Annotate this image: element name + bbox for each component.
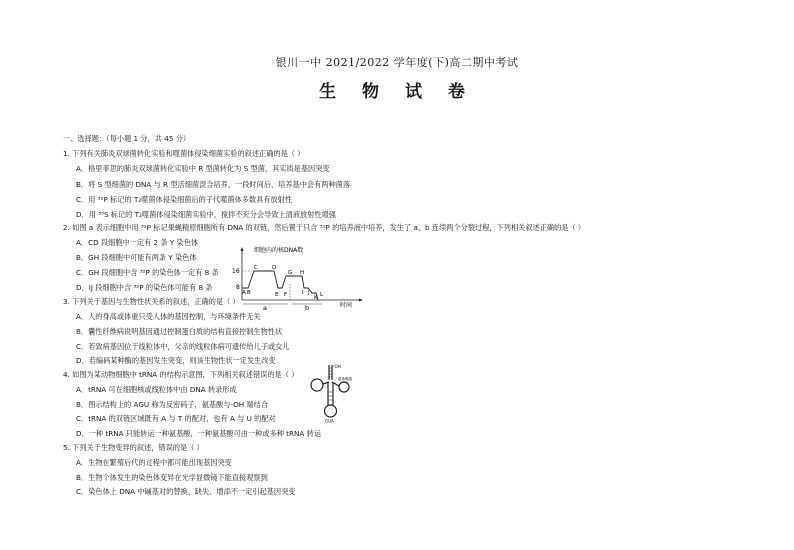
chart-label-k: K	[314, 295, 318, 301]
trna-label-amino-end: 氨基酸端	[338, 377, 352, 381]
question-1-stem: 1. 下列有关肺炎双球菌转化实验和噬菌体侵染细菌实验的叙述正确的是（ ）	[63, 149, 305, 158]
question-3-option-d: D．若编码某种酶的基因发生突变，则该生物性状一定发生改变	[76, 356, 276, 365]
question-5-option-b: B．生物个体发生的染色体变异在光学显微镜下能直接观察到	[76, 473, 268, 482]
question-5-stem: 5. 下列关于生物变异的叙述，错误的是（ ）	[63, 443, 204, 452]
question-5-option-a: A．生物在繁殖后代的过程中都可能出现基因突变	[76, 458, 232, 467]
chart-label-e: E	[275, 292, 279, 298]
question-2-stem: 2. 如图 a 表示细胞中用 ³²P 标记果蝇精原细胞所有 DNA 的双链，然后置于只含 ³¹P 的培养液中培养，发生了 a、b 连续两个分裂过程，下列相关叙述正确的是（ ）	[63, 223, 586, 232]
question-4-option-d: D．一种 tRNA 只能转运一种氨基酸，一种氨基酸可由一种或多种 tRNA 转运	[76, 429, 321, 438]
trna-structure-figure	[308, 362, 354, 424]
chart-label-h: H	[300, 270, 305, 276]
question-4-option-a: A．tRNA 可在细胞核或线粒体中由 DNA 转录形成	[76, 385, 237, 394]
chart-x-title: 时间	[340, 302, 353, 309]
chart-phase-b: b	[305, 304, 310, 312]
question-3-option-b: B．囊性纤维病说明基因通过控制蛋白质的结构直接控制生物性状	[76, 327, 283, 336]
question-2-option-b: B．GH 段细胞中可能有两条 Y 染色体	[76, 253, 197, 262]
section-heading: 一、选择题：（每小题 1 分，共 45 分）	[63, 134, 191, 143]
trna-anticodon-loop	[325, 405, 337, 417]
question-1-option-b: B．将 S 型细菌的 DNA 与 R 型活细菌混合培养，一段时间后，培养基中会有两种菌落	[76, 180, 351, 189]
trna-left-loop	[311, 379, 323, 391]
question-4-option-c: C．tRNA 的双链区域既有 A 与 T 的配对，也有 A 与 U 的配对	[76, 414, 276, 423]
chart-phase-a: a	[263, 304, 267, 312]
question-3-option-a: A．人的身高或体重只受人体的基因控制，与环境条件无关	[76, 312, 261, 321]
question-2-option-c: C．GH 段细胞中含 ³²P 的染色体一定有 8 条	[76, 268, 219, 277]
exam-subject-title: 生 物 试 卷	[319, 82, 475, 102]
exam-header-title: 银川一中 2021/2022 学年度(下)高二期中考试	[275, 56, 519, 69]
trna-label-oh: -OH	[333, 364, 341, 369]
chart-label-j: J	[308, 290, 310, 296]
chart-label-c: C	[254, 265, 258, 271]
chart-y-title: 细胞内的核DNA数	[254, 247, 304, 254]
chart-label-b: B	[247, 290, 251, 296]
chart-label-a: A	[242, 290, 246, 296]
question-2-option-a: A．CD 段细胞中一定有 2 条 Y 染色体	[76, 238, 199, 247]
chart-label-f: F	[284, 292, 288, 298]
trna-label-anticodon: GUA	[325, 418, 334, 424]
question-4-stem: 4. 如图为某动物细胞中 tRNA 的结构示意图，下列相关叙述错误的是（ ）	[63, 370, 299, 379]
chart-y-tick-16: 16	[232, 268, 240, 275]
question-3-stem: 3. 下列关于基因与生物性状关系的叙述，正确的是（ ）	[63, 297, 240, 306]
question-1-option-d: D．用 ³⁵S 标记的 T₂噬菌体侵染细菌实验中，搅拌不充分会导致上清液放射性增强	[76, 210, 336, 219]
chart-y-arrow	[241, 247, 244, 251]
chart-y-tick-8: 8	[236, 284, 240, 291]
chart-x-arrow	[359, 299, 363, 302]
question-2-option-d: D．IJ 段细胞中含 ³²P 的染色体可能有 8 条	[76, 283, 213, 292]
chart-label-i: I	[302, 290, 304, 296]
question-5-option-c: C．染色体上 DNA 中碱基对的替换、缺失、增添不一定引起基因突变	[76, 487, 296, 496]
question-4-option-b: B．图示结构上的 AGU 称为反密码子，氨基酸与-OH 端结合	[76, 400, 269, 409]
chart-label-l: L	[320, 292, 324, 298]
dna-content-chart	[228, 244, 368, 312]
chart-label-g: G	[288, 270, 293, 276]
question-1-option-a: A．格里菲思的肺炎双球菌转化实验中 R 型菌转化为 S 型菌，其实质是基因突变	[76, 164, 330, 173]
chart-label-d: D	[272, 265, 277, 271]
chart-dna-curve	[242, 271, 318, 300]
trna-right-loop	[339, 382, 349, 392]
question-3-option-c: C．若致病基因位于线粒体中，父亲的线粒体病可遗传给儿子或女儿	[76, 342, 290, 351]
question-1-option-c: C．用 ³²P 标记的 T₂噬菌体侵染细菌后的子代噬菌体多数具有放射性	[76, 195, 293, 204]
